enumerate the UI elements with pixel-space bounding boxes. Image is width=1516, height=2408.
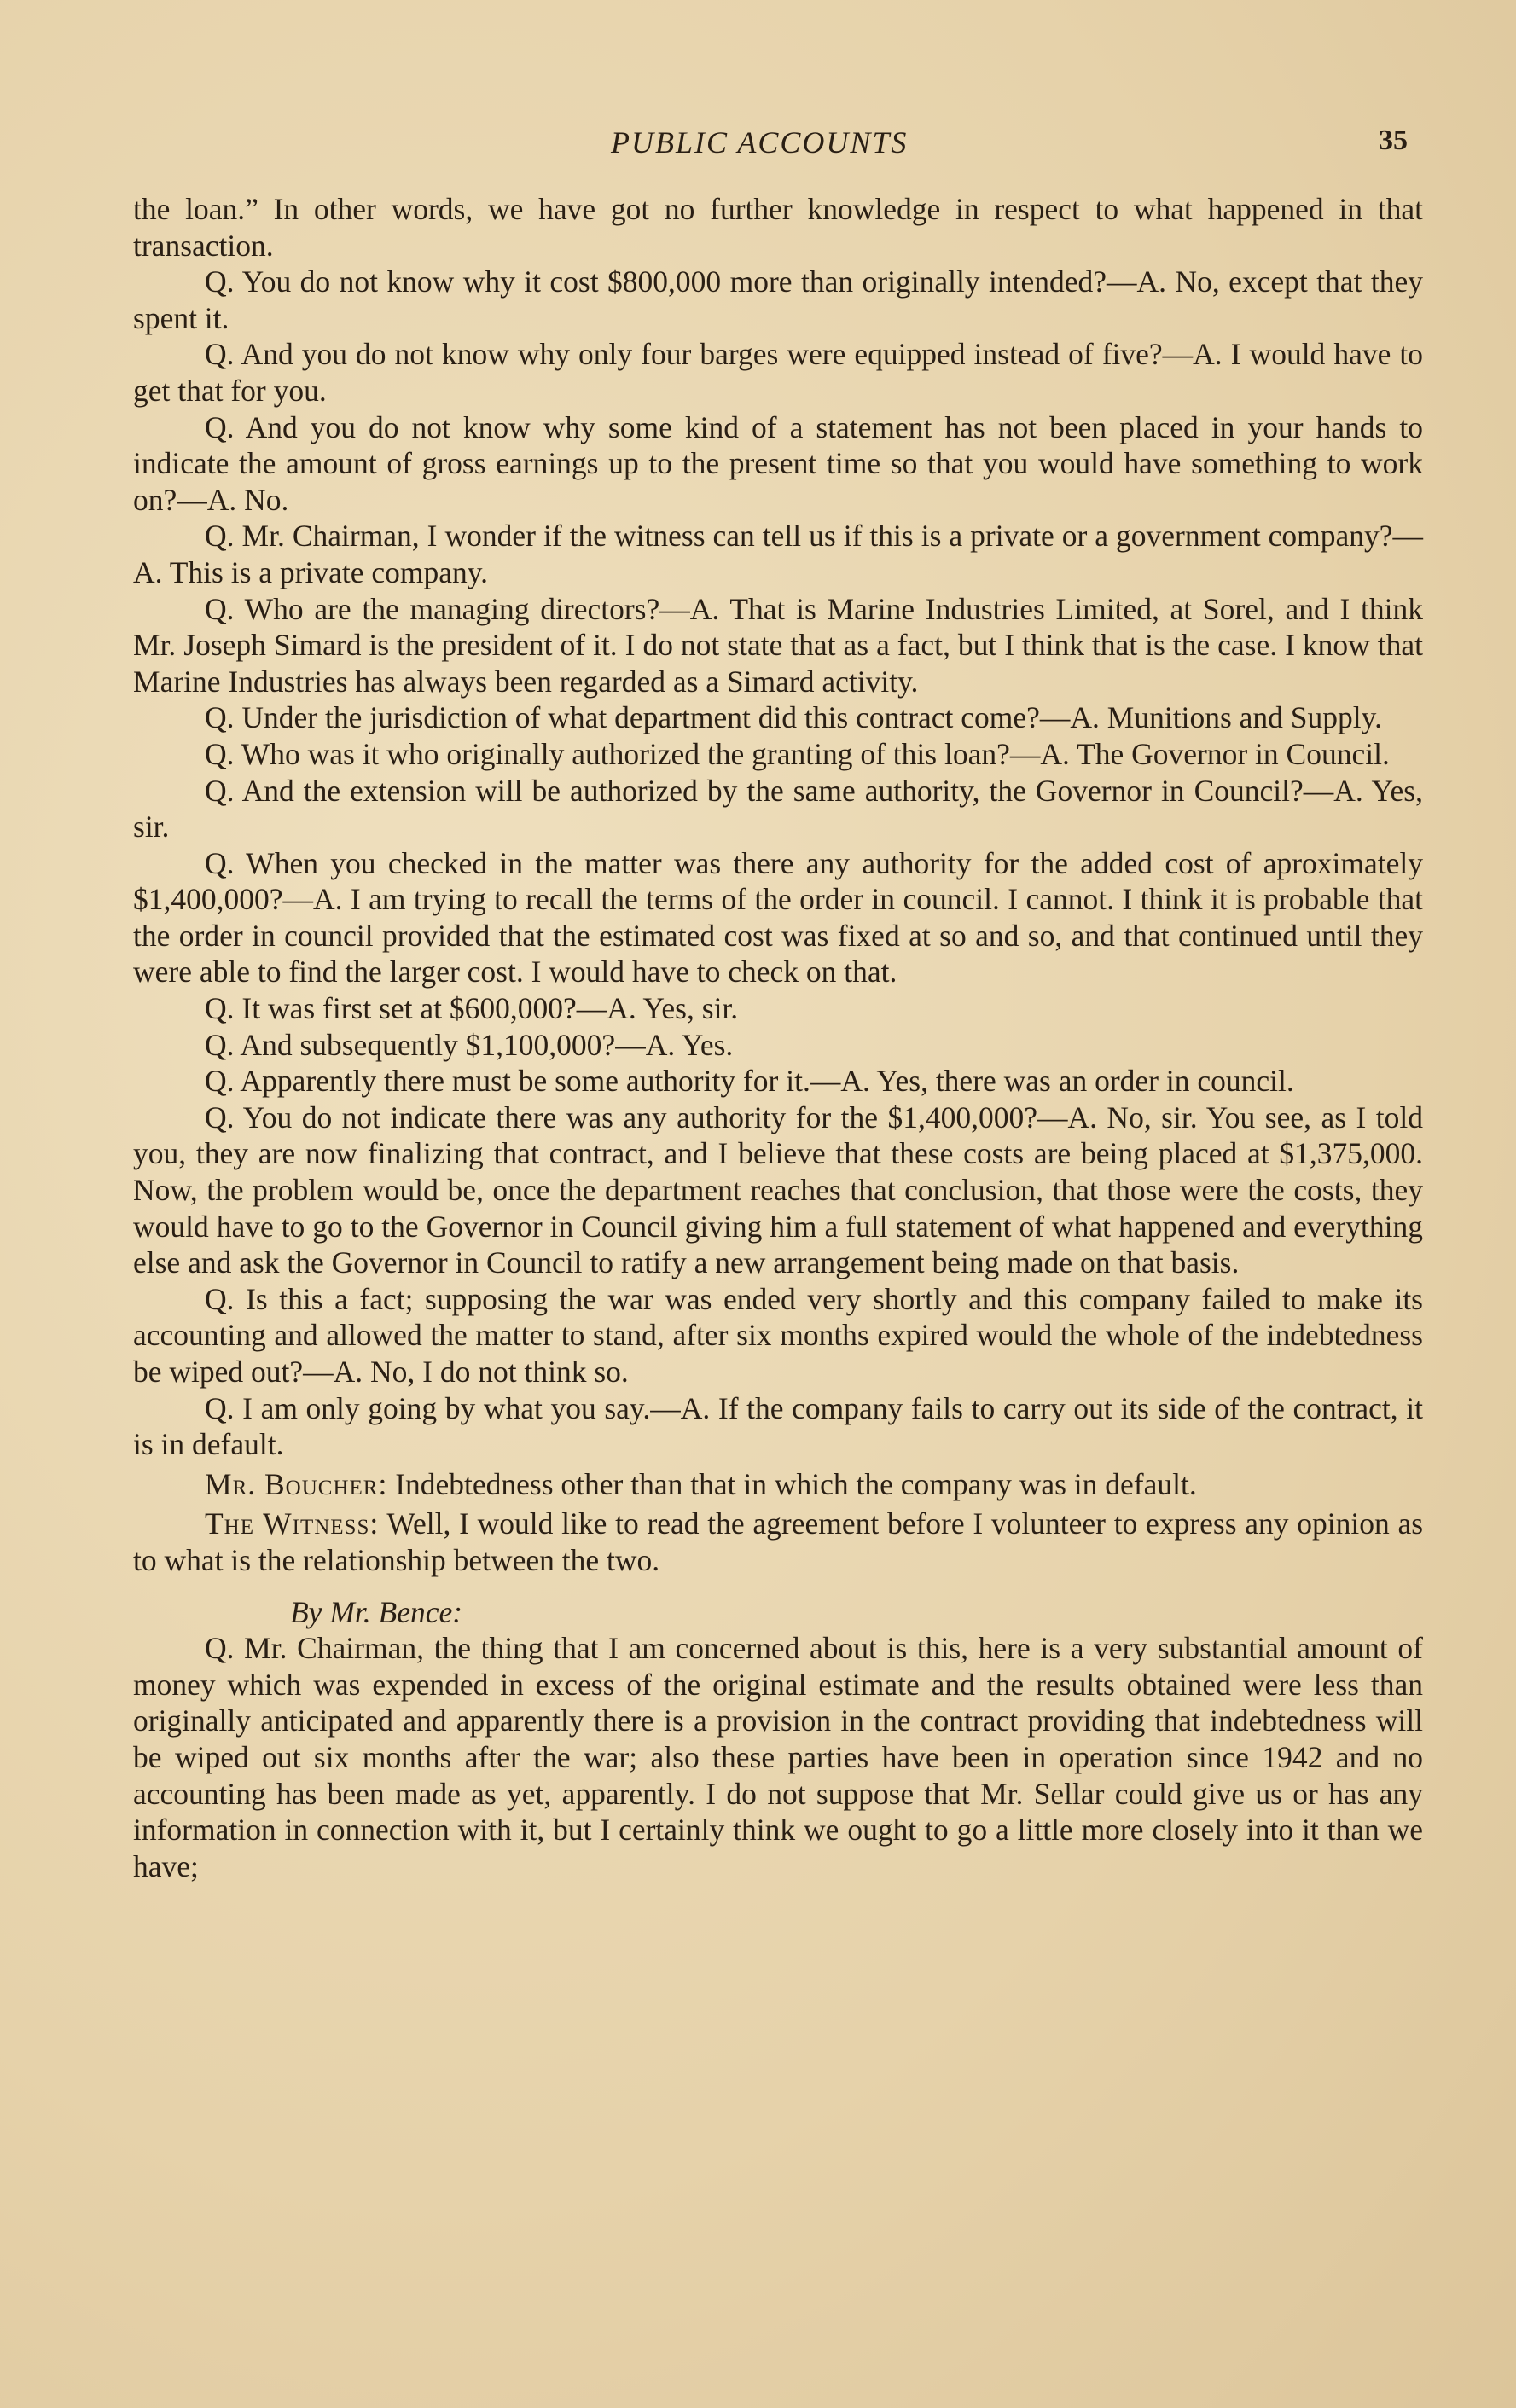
page-number: 35 (1379, 125, 1408, 156)
paragraph: Q. And you do not know why only four barges were equipped instead of five?—A. I would have to get that for you. (133, 337, 1423, 408)
header-title: PUBLIC ACCOUNTS (611, 125, 909, 160)
running-header (0, 125, 1516, 167)
paragraph: the loan.” In other words, we have got no further knowledge in respect to what happened in that transaction. (133, 192, 1423, 263)
paragraph: Q. Who was it who originally authorized the granting of this loan?—A. The Governor in Council. (205, 736, 1390, 771)
paragraph: Q. And subsequently $1,100,000?—A. Yes. (205, 1027, 734, 1062)
body-text (133, 191, 1423, 1884)
paragraph: Q. Is this a fact; supposing the war was ended very shortly and this company failed to make its accounting and allowed the matter to stand, after six months expired would the whole of the indebtedness be wiped out?—A. No, I do not think so. (133, 1281, 1423, 1389)
speech-paragraph (133, 1466, 1423, 1503)
paragraph: Q. Apparently there must be some authority for it.—A. Yes, there was an order in council. (205, 1064, 1294, 1099)
speech-text: Well, I would like to read the agreement before I volunteer to express any opinion as to what is the relationship between the two. (133, 1506, 1424, 1577)
paragraph: Q. Mr. Chairman, the thing that I am concerned about is this, here is a very substantial amount of money which was expended in excess of the original estimate and the results obtained were less than originally anticipated and apparently there is a provision in the contract providing that indebtedness will be wiped out six months after the war; also these parties have been in operation since 1942 and no accounting has been made as yet, apparently. I do not suppose that Mr. Sellar could give us or has any information in connection with it, but I certainly think we ought to go a little more closely into it than we have; (133, 1631, 1423, 1883)
paragraph: Q. When you checked in the matter was there any authority for the added cost of aproximately $1,400,000?—A. I am trying to recall the terms of the order in council. I cannot. I think it is probable that the order in council provided that the estimated cost was fixed at so and so, and that continued until they were able to find the larger cost. I would have to check on that. (133, 845, 1423, 989)
speaker-name: Mr. Boucher: (205, 1466, 388, 1501)
examiner-heading: By Mr. Bence: (290, 1594, 463, 1629)
paragraph: Q. You do not indicate there was any authority for the $1,400,000?—A. No, sir. You see, as I told you, they are now finalizing that contract, and I believe that these costs are being placed at $1,375,000. Now, the problem would be, once the department reaches that conclusion, that those were the costs, they would have to go to the Governor in Council giving him a full statement of what happened and everything else and ask the Governor in Council to ratify a new arrangement being made on that basis. (133, 1100, 1423, 1280)
speaker-name: The Witness: (205, 1506, 380, 1541)
paragraph: Q. Who are the managing directors?—A. That is Marine Industries Limited, at Sorel, and I think Mr. Joseph Simard is the president of it. I do not state that as a fact, but I think that is the case. I know that Marine Industries has always been regarded as a Simard activity. (133, 591, 1423, 699)
paragraph: Q. It was first set at $600,000?—A. Yes, sir. (205, 991, 739, 1026)
paragraph: Q. Under the jurisdiction of what department did this contract come?—A. Munitions and Supply. (205, 700, 1382, 735)
paragraph: Q. And you do not know why some kind of a statement has not been placed in your hands to indicate the amount of gross earnings up to the present time so that you would have something to work on?—A. No. (133, 409, 1423, 517)
speech-text: Indebtedness other than that in which the company was in default. (395, 1466, 1197, 1501)
paragraph: Q. You do not know why it cost $800,000 more than originally intended?—A. No, except that they spent it. (133, 264, 1423, 335)
paragraph: Q. Mr. Chairman, I wonder if the witness can tell us if this is a private or a government company?—A. This is a private company. (133, 519, 1423, 589)
speech-paragraph (133, 1506, 1423, 1578)
paragraph: Q. And the extension will be authorized by the same authority, the Governor in Council?—A. Yes, sir. (133, 773, 1423, 844)
paragraph: Q. I am only going by what you say.—A. If the company fails to carry out its side of the contract, it is in default. (133, 1390, 1423, 1462)
